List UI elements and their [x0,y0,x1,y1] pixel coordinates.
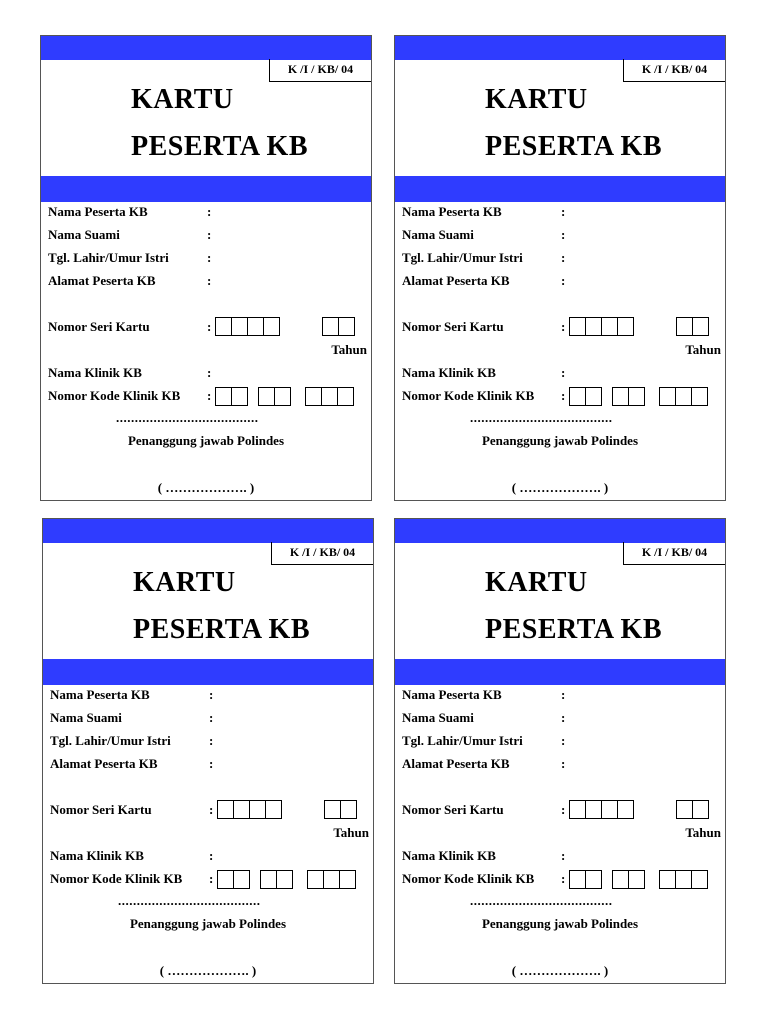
top-blue-band [395,519,725,543]
label-tahun: Tahun [333,825,369,840]
tahun-boxes [322,317,355,336]
kode-klinik-boxes-1 [569,870,602,889]
colon: : [207,319,212,334]
kode-klinik-boxes-2 [612,870,645,889]
form-code: K /I / KB/ 04 [623,59,725,82]
colon: : [561,204,566,219]
card-title-line2: PESERTA KB [133,614,310,645]
penanggung-jawab-label: Penanggung jawab Polindes [127,433,285,448]
kode-klinik-boxes-2 [258,387,291,406]
label-nama-klinik: Nama Klinik KB [48,365,142,380]
label-nama-klinik: Nama Klinik KB [402,848,496,863]
digit-box[interactable] [569,870,586,889]
label-nomor-seri: Nomor Seri Kartu [50,802,152,817]
label-tahun: Tahun [685,825,721,840]
top-blue-band [41,36,371,60]
digit-box[interactable] [263,317,280,336]
colon: : [561,227,566,242]
label-nama-peserta: Nama Peserta KB [402,204,502,219]
digit-box[interactable] [691,870,708,889]
digit-box[interactable] [628,387,645,406]
digit-box[interactable] [676,317,693,336]
card-title-line2: PESERTA KB [485,614,662,645]
label-nomor-seri: Nomor Seri Kartu [48,319,150,334]
digit-box[interactable] [659,870,676,889]
digit-box[interactable] [233,870,250,889]
kode-klinik-boxes-1 [217,870,250,889]
card-title-line1: KARTU [131,84,234,115]
digit-box[interactable] [691,387,708,406]
digit-box[interactable] [601,317,618,336]
digit-box[interactable] [321,387,338,406]
digit-box[interactable] [215,387,232,406]
digit-box[interactable] [338,317,355,336]
nomor-seri-boxes [569,317,634,336]
kode-klinik-boxes-2 [260,870,293,889]
digit-box[interactable] [231,387,248,406]
kartu-peserta-kb [394,35,726,501]
label-alamat: Alamat Peserta KB [402,756,510,771]
label-nomor-seri: Nomor Seri Kartu [402,319,504,334]
penanggung-jawab-label: Penanggung jawab Polindes [481,916,639,931]
digit-box[interactable] [217,800,234,819]
colon: : [209,802,214,817]
digit-box[interactable] [675,870,692,889]
digit-box[interactable] [307,870,324,889]
colon: : [209,733,214,748]
label-nama-peserta: Nama Peserta KB [402,687,502,702]
digit-box[interactable] [258,387,275,406]
digit-box[interactable] [231,317,248,336]
digit-box[interactable] [215,317,232,336]
middle-blue-band [395,659,725,685]
colon: : [207,204,212,219]
label-nama-peserta: Nama Peserta KB [50,687,150,702]
penanggung-jawab-label: Penanggung jawab Polindes [129,916,287,931]
label-nama-peserta: Nama Peserta KB [48,204,148,219]
colon: : [561,687,566,702]
dotted-line: ...................................... [470,410,613,425]
colon: : [561,319,566,334]
digit-box[interactable] [675,387,692,406]
tahun-boxes [676,800,709,819]
kode-klinik-boxes-2 [612,387,645,406]
kode-klinik-boxes-3 [307,870,356,889]
signature-placeholder: ( ………………. ) [511,963,609,978]
label-nama-suami: Nama Suami [48,227,120,242]
nomor-seri-boxes [217,800,282,819]
label-nama-klinik: Nama Klinik KB [50,848,144,863]
dotted-line: ...................................... [470,893,613,908]
colon: : [207,227,212,242]
digit-box[interactable] [339,870,356,889]
label-tgl-lahir: Tgl. Lahir/Umur Istri [48,250,169,265]
digit-box[interactable] [305,387,322,406]
digit-box[interactable] [247,317,264,336]
label-kode-klinik: Nomor Kode Klinik KB [50,871,183,886]
kartu-peserta-kb [42,518,374,984]
digit-box[interactable] [265,800,282,819]
card-title-line1: KARTU [485,84,588,115]
label-kode-klinik: Nomor Kode Klinik KB [48,388,181,403]
signature-placeholder: ( ………………. ) [511,480,609,495]
tahun-boxes [324,800,357,819]
colon: : [561,802,566,817]
digit-box[interactable] [612,387,629,406]
nomor-seri-boxes [215,317,280,336]
digit-box[interactable] [659,387,676,406]
label-kode-klinik: Nomor Kode Klinik KB [402,388,535,403]
digit-box[interactable] [585,387,602,406]
label-alamat: Alamat Peserta KB [48,273,156,288]
middle-blue-band [395,176,725,202]
colon: : [561,848,566,863]
label-tahun: Tahun [331,342,367,357]
label-nama-suami: Nama Suami [402,227,474,242]
digit-box[interactable] [692,800,709,819]
kode-klinik-boxes-3 [305,387,354,406]
label-nama-suami: Nama Suami [402,710,474,725]
digit-box[interactable] [601,800,618,819]
digit-box[interactable] [585,317,602,336]
form-code: K /I / KB/ 04 [271,542,373,565]
digit-box[interactable] [585,800,602,819]
kode-klinik-boxes-3 [659,870,708,889]
digit-box[interactable] [276,870,293,889]
label-tgl-lahir: Tgl. Lahir/Umur Istri [402,733,523,748]
colon: : [561,710,566,725]
colon: : [209,687,214,702]
colon: : [207,250,212,265]
kode-klinik-boxes-1 [215,387,248,406]
colon: : [561,365,566,380]
digit-box[interactable] [233,800,250,819]
digit-box[interactable] [322,317,339,336]
dotted-line: ...................................... [118,893,261,908]
colon: : [209,848,214,863]
middle-blue-band [41,176,371,202]
colon: : [561,388,566,403]
digit-box[interactable] [569,387,586,406]
label-tgl-lahir: Tgl. Lahir/Umur Istri [402,250,523,265]
label-tgl-lahir: Tgl. Lahir/Umur Istri [50,733,171,748]
label-alamat: Alamat Peserta KB [402,273,510,288]
colon: : [207,388,212,403]
colon: : [209,710,214,725]
card-title-line2: PESERTA KB [131,131,308,162]
tahun-boxes [676,317,709,336]
kode-klinik-boxes-3 [659,387,708,406]
card-title-line2: PESERTA KB [485,131,662,162]
label-tahun: Tahun [685,342,721,357]
digit-box[interactable] [340,800,357,819]
colon: : [207,273,212,288]
form-code: K /I / KB/ 04 [269,59,371,82]
digit-box[interactable] [628,870,645,889]
label-nama-suami: Nama Suami [50,710,122,725]
signature-placeholder: ( ………………. ) [157,480,255,495]
digit-box[interactable] [676,800,693,819]
top-blue-band [43,519,373,543]
digit-box[interactable] [612,870,629,889]
digit-box[interactable] [274,387,291,406]
colon: : [561,273,566,288]
digit-box[interactable] [249,800,266,819]
colon: : [561,756,566,771]
colon: : [561,250,566,265]
digit-box[interactable] [324,800,341,819]
kartu-peserta-kb [40,35,372,501]
digit-box[interactable] [260,870,277,889]
label-nomor-seri: Nomor Seri Kartu [402,802,504,817]
label-nama-klinik: Nama Klinik KB [402,365,496,380]
card-title-line1: KARTU [485,567,588,598]
top-blue-band [395,36,725,60]
digit-box[interactable] [323,870,340,889]
label-alamat: Alamat Peserta KB [50,756,158,771]
digit-box[interactable] [569,800,586,819]
nomor-seri-boxes [569,800,634,819]
label-kode-klinik: Nomor Kode Klinik KB [402,871,535,886]
colon: : [561,871,566,886]
penanggung-jawab-label: Penanggung jawab Polindes [481,433,639,448]
digit-box[interactable] [217,870,234,889]
dotted-line: ...................................... [116,410,259,425]
kartu-peserta-kb [394,518,726,984]
digit-box[interactable] [617,317,634,336]
digit-box[interactable] [617,800,634,819]
digit-box[interactable] [337,387,354,406]
digit-box[interactable] [569,317,586,336]
kode-klinik-boxes-1 [569,387,602,406]
colon: : [207,365,212,380]
colon: : [561,733,566,748]
digit-box[interactable] [692,317,709,336]
card-title-line1: KARTU [133,567,236,598]
digit-box[interactable] [585,870,602,889]
colon: : [209,756,214,771]
signature-placeholder: ( ………………. ) [159,963,257,978]
colon: : [209,871,214,886]
form-code: K /I / KB/ 04 [623,542,725,565]
middle-blue-band [43,659,373,685]
